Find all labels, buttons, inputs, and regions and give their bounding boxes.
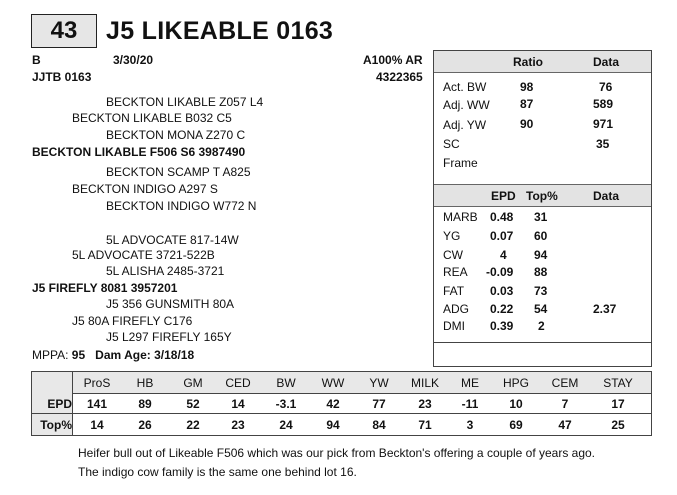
pedigree-ssd: BECKTON MONA Z270 C	[106, 128, 246, 142]
top-value: 25	[611, 418, 625, 432]
carcass-epd: -0.09	[486, 265, 514, 279]
col-header: CED	[225, 376, 251, 390]
carcass-epd: 0.39	[490, 319, 514, 333]
pedigree-sd: BECKTON INDIGO A297 S	[72, 182, 218, 196]
col-header: YW	[369, 376, 389, 390]
carcass-label: ADG	[443, 302, 470, 316]
dam-age-label: Dam Age:	[95, 348, 151, 362]
carcass-epd: 0.07	[490, 229, 514, 243]
epd-value: 77	[372, 397, 386, 411]
col-header: HPG	[502, 376, 529, 390]
top-value: 3	[466, 418, 474, 432]
col-header: STAY	[603, 376, 633, 390]
mppa-value: 95	[71, 348, 86, 362]
epd-value: -11	[461, 397, 479, 411]
perf-label: Adj. WW	[443, 98, 490, 112]
registration-number: 4322365	[376, 70, 423, 84]
col-header: GM	[183, 376, 203, 390]
carcass-top: 73	[534, 284, 548, 298]
carcass-top: 88	[534, 265, 548, 279]
performance-box	[433, 50, 652, 343]
notes-line-2: The indigo cow family is the same one behind lot 16.	[78, 465, 357, 479]
performance-header	[434, 51, 651, 73]
perf-label: Adj. YW	[443, 118, 487, 132]
epd-value: 10	[509, 397, 523, 411]
carcass-label: REA	[443, 265, 468, 279]
pedigree-dd: J5 80A FIREFLY C176	[72, 314, 193, 328]
pedigree-sdd: BECKTON INDIGO W772 N	[106, 199, 257, 213]
breed: A100% AR	[363, 53, 423, 67]
top-header: Top%	[526, 189, 558, 203]
perf-label: Act. BW	[443, 80, 487, 94]
pedigree-dam: J5 FIREFLY 8081 3957201	[32, 281, 178, 295]
carcass-label: CW	[443, 248, 463, 262]
carcass-top: 60	[534, 229, 548, 243]
carcass-epd: 0.03	[490, 284, 514, 298]
perf-ratio: 87	[520, 97, 534, 111]
row-divider	[32, 413, 651, 414]
top-value: 24	[279, 418, 293, 432]
top-value: 84	[372, 418, 386, 432]
notes-line-1: Heifer bull out of Likeable F506 which was our pick from Beckton's offering a couple of years ago.	[78, 446, 596, 460]
pedigree-ds: 5L ADVOCATE 3721-522B	[72, 248, 215, 262]
epd-header: EPD	[491, 189, 516, 203]
carcass-epd: 0.48	[490, 210, 514, 224]
pedigree-ss: BECKTON LIKABLE B032 C5	[72, 111, 232, 125]
blank-box	[433, 343, 652, 367]
carcass-epd: 4	[500, 248, 507, 262]
dam-age-value: 3/18/18	[154, 348, 195, 362]
carcass-label: DMI	[443, 319, 465, 333]
epd-value: 42	[326, 397, 340, 411]
carcass-top: 31	[534, 210, 548, 224]
pedigree-dds: J5 356 GUNSMITH 80A	[106, 297, 235, 311]
top-value: 22	[186, 418, 200, 432]
carcass-top: 2	[538, 319, 545, 333]
animal-name: J5 LIKEABLE 0163	[106, 17, 334, 45]
perf-data: 971	[593, 117, 614, 131]
epd-row-label: EPD	[47, 397, 72, 411]
epd-table	[31, 371, 652, 436]
top-value: 26	[138, 418, 152, 432]
col-header: MILK	[410, 376, 439, 390]
ratio-header: Ratio	[513, 55, 543, 69]
carcass-header	[434, 184, 651, 207]
top-value: 69	[509, 418, 523, 432]
col-header: HB	[136, 376, 154, 390]
top-value: 23	[231, 418, 245, 432]
epd-value: 17	[611, 397, 625, 411]
carcass-label: MARB	[443, 210, 478, 224]
birth-date: 3/30/20	[113, 53, 154, 67]
mppa-label: MPPA:	[32, 348, 69, 362]
data-header: Data	[593, 55, 620, 69]
lot-number: 43	[31, 14, 97, 48]
top-value: 94	[326, 418, 340, 432]
col-header: ProS	[83, 376, 111, 390]
col-header: WW	[321, 376, 345, 390]
epd-value: 52	[186, 397, 200, 411]
top-value: 47	[558, 418, 572, 432]
col-header: CEM	[551, 376, 579, 390]
col-header: BW	[276, 376, 296, 390]
top-row-label: Top%	[40, 418, 72, 432]
carcass-epd: 0.22	[490, 302, 514, 316]
pedigree-sire: BECKTON LIKABLE F506 S6 3987490	[32, 145, 246, 159]
pedigree-sss: BECKTON LIKABLE Z057 L4	[106, 95, 264, 109]
top-value: 71	[418, 418, 432, 432]
top-value: 14	[90, 418, 104, 432]
col-header: ME	[461, 376, 479, 390]
pedigree-ddd: J5 L297 FIREFLY 165Y	[106, 330, 232, 344]
pedigree-sds: BECKTON SCAMP T A825	[106, 165, 251, 179]
perf-label: Frame	[443, 156, 478, 170]
perf-ratio: 90	[520, 117, 534, 131]
epd-value: 14	[231, 397, 245, 411]
mppa-line	[32, 348, 194, 362]
carcass-data: 2.37	[593, 302, 617, 316]
epd-value: 7	[561, 397, 569, 411]
sex: B	[32, 53, 41, 67]
perf-label: SC	[443, 137, 460, 151]
pedigree-dss: 5L ADVOCATE 817-14W	[106, 233, 239, 247]
perf-data: 589	[593, 97, 614, 111]
perf-data: 76	[599, 80, 613, 94]
perf-data: 35	[596, 137, 610, 151]
notes	[78, 444, 658, 482]
carcass-top: 54	[534, 302, 548, 316]
epd-value: 141	[86, 397, 108, 411]
epd-value: -3.1	[275, 397, 297, 411]
perf-ratio: 98	[520, 80, 534, 94]
pedigree-dsd: 5L ALISHA 2485-3721	[106, 264, 225, 278]
carcass-top: 94	[534, 248, 548, 262]
epd-value: 89	[138, 397, 152, 411]
carcass-label: YG	[443, 229, 461, 243]
data-header: Data	[593, 189, 620, 203]
epd-value: 23	[418, 397, 432, 411]
tattoo: JJTB 0163	[32, 70, 92, 84]
carcass-label: FAT	[443, 284, 465, 298]
